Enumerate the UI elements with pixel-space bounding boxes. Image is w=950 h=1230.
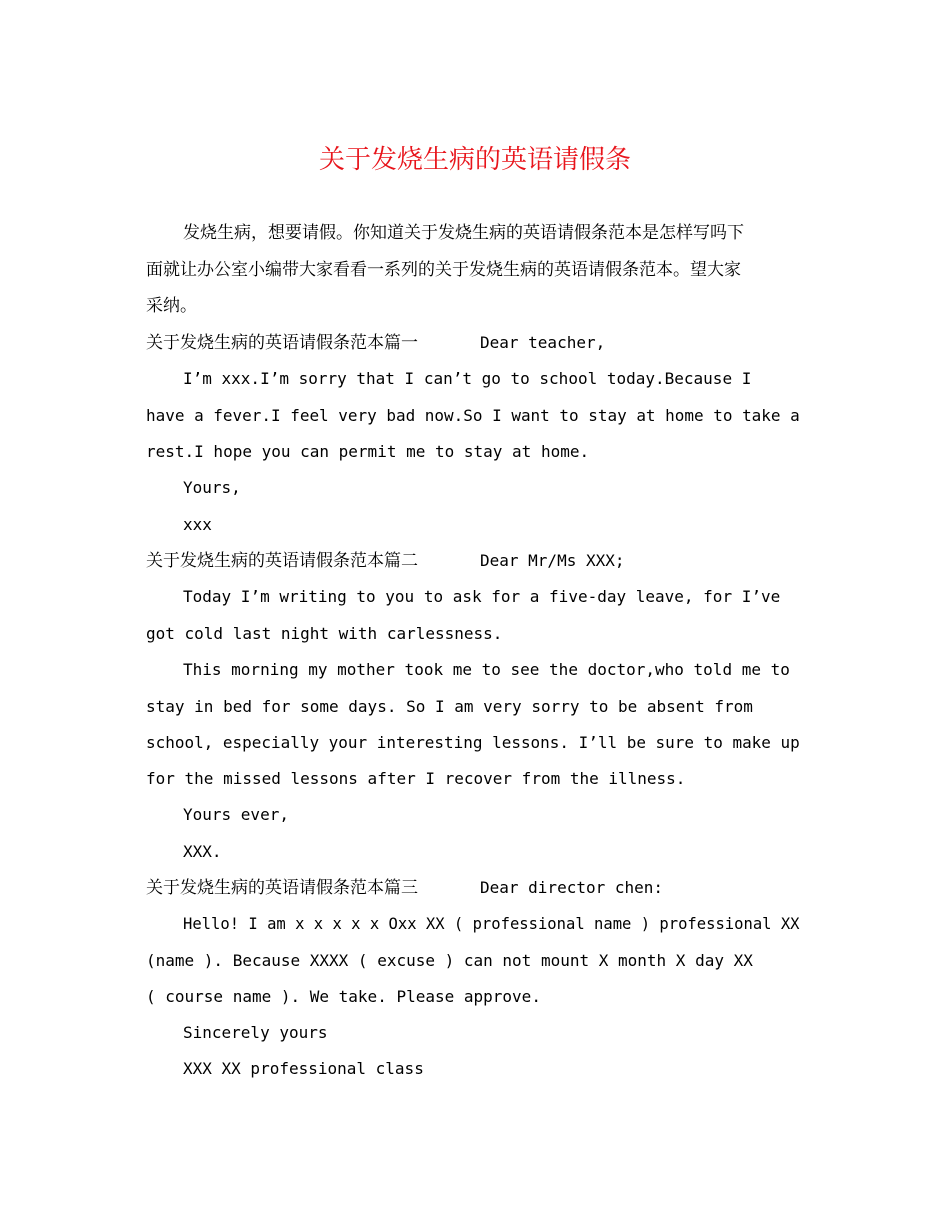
section-3-line-1: Hello! I am x x x x x Oxx XX ( professional name ) professional XX xyxy=(183,915,800,933)
section-1-line-2: have a fever.I feel very bad now.So I want to stay at home to take a xyxy=(146,406,800,425)
section-3-line-2: (name ). Because XXXX ( excuse ) can not mount X month X day XX xyxy=(146,951,753,970)
section-3-heading: 关于发烧生病的英语请假条范本篇三 xyxy=(146,878,418,898)
section-2-line-4: stay in bed for some days. So I am very sorry to be absent from xyxy=(146,697,753,716)
section-1-line-1: I’m xxx.I’m sorry that I can’t go to school today.Because I xyxy=(183,369,752,388)
section-2-line-2: got cold last night with carlessness. xyxy=(146,624,503,643)
section-1-closing: Yours, xyxy=(183,478,241,497)
section-2-line-1: Today I’m writing to you to ask for a five-day leave, for I’ve xyxy=(183,587,781,606)
section-2-closing: Yours ever, xyxy=(183,805,289,824)
document-title: 关于发烧生病的英语请假条 xyxy=(318,145,631,175)
section-1-line-3: rest.I hope you can permit me to stay at home. xyxy=(146,442,590,461)
section-2-heading: 关于发烧生病的英语请假条范本篇二 xyxy=(146,551,418,571)
section-3-closing: Sincerely yours xyxy=(183,1023,328,1042)
section-3-salutation: Dear director chen: xyxy=(480,878,664,897)
section-1-heading: 关于发烧生病的英语请假条范本篇一 xyxy=(146,333,418,353)
section-2-line-5: school, especially your interesting lessons. I’ll be sure to make up xyxy=(146,733,800,752)
intro-line-3: 采纳。 xyxy=(146,296,197,316)
section-2-signature: XXX. xyxy=(183,842,222,861)
intro-line-1: 发烧生病，想要请假。你知道关于发烧生病的英语请假条范本是怎样写吗下 xyxy=(183,223,744,243)
section-2-salutation: Dear Mr/Ms XXX; xyxy=(480,551,625,570)
section-2-line-6: for the missed lessons after I recover from the illness. xyxy=(146,769,686,788)
section-3-signature: XXX XX professional class xyxy=(183,1059,424,1078)
intro-line-2: 面就让办公室小编带大家看看一系列的关于发烧生病的英语请假条范本。望大家 xyxy=(146,260,741,280)
section-3-line-3: ( course name ). We take. Please approve. xyxy=(146,987,541,1006)
section-1-salutation: Dear teacher, xyxy=(480,333,606,352)
section-2-line-3: This morning my mother took me to see the doctor,who told me to xyxy=(183,660,790,679)
section-1-signature: xxx xyxy=(183,515,212,534)
